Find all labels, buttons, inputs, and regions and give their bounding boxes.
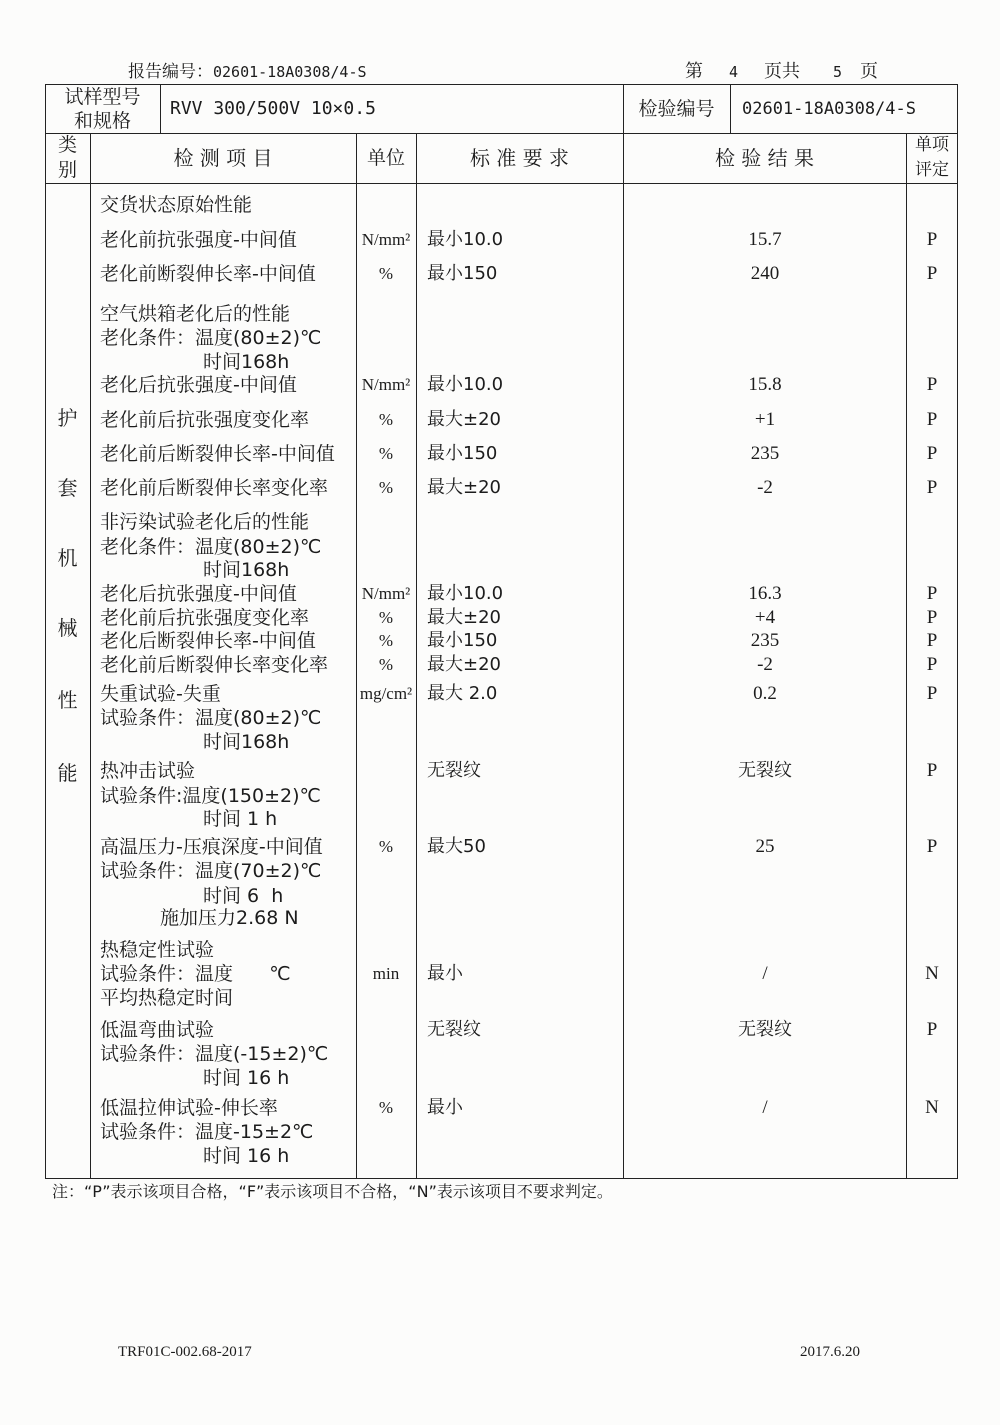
table-row xyxy=(0,535,1000,559)
test-condition: 时间168h xyxy=(203,731,290,753)
table-row xyxy=(0,859,1000,883)
table-row xyxy=(0,1120,1000,1144)
standard-cell: 最小10.0 xyxy=(427,229,504,250)
test-condition: 时间168h xyxy=(203,559,290,581)
verdict-cell: P xyxy=(926,409,938,430)
verdict-cell: N xyxy=(925,1097,939,1118)
standard-cell: 无裂纹 xyxy=(427,760,481,781)
result-cell: / xyxy=(762,1097,768,1118)
test-item: 老化前后抗张强度变化率 xyxy=(100,409,310,431)
column-verdict-line1: 单项 xyxy=(915,135,949,155)
test-condition: 试验条件：温度-15±2℃ xyxy=(100,1121,314,1143)
table-row xyxy=(0,1096,1000,1120)
table-row xyxy=(0,1066,1000,1090)
table-row xyxy=(0,629,1000,653)
table-row xyxy=(0,326,1000,350)
verdict-cell: P xyxy=(926,229,938,250)
standard-cell: 最小 xyxy=(427,1097,463,1118)
test-item: 低温拉伸试验-伸长率 xyxy=(100,1097,278,1119)
verdict-cell: P xyxy=(926,836,938,857)
standard-cell: 最大 2.0 xyxy=(427,683,498,704)
result-cell: 0.2 xyxy=(753,683,777,704)
table-row xyxy=(0,302,1000,326)
standard-cell: 最小150 xyxy=(427,630,498,651)
result-cell: 16.3 xyxy=(748,583,782,604)
table-border xyxy=(45,183,958,184)
form-code: TRF01C-002.68-2017 xyxy=(118,1344,252,1360)
test-condition: 施加压力2.68 N xyxy=(160,907,299,929)
page-current: 4 xyxy=(729,63,739,81)
unit-cell: % xyxy=(378,608,394,627)
standard-cell: 最大±20 xyxy=(427,477,501,498)
category-char: 性 xyxy=(57,688,78,712)
unit-cell: % xyxy=(378,444,394,463)
result-cell: 235 xyxy=(750,630,780,651)
test-item: 低温弯曲试验 xyxy=(100,1019,215,1041)
table-row xyxy=(0,442,1000,466)
test-condition: 试验条件：温度(-15±2)℃ xyxy=(100,1043,329,1065)
standard-cell: 最大50 xyxy=(427,836,486,857)
unit-cell: min xyxy=(372,964,400,983)
unit-cell: N/mm² xyxy=(361,230,411,249)
verdict-cell: P xyxy=(926,760,938,781)
test-group-title: 交货状态原始性能 xyxy=(100,194,253,216)
table-row xyxy=(0,606,1000,630)
table-row xyxy=(0,193,1000,217)
column-unit: 单位 xyxy=(366,147,405,169)
test-item: 老化前后断裂伸长率变化率 xyxy=(100,477,329,499)
standard-cell: 最小150 xyxy=(427,263,498,284)
table-row xyxy=(0,884,1000,908)
test-condition: 试验条件：温度(70±2)℃ xyxy=(100,860,322,882)
standard-cell: 最小 xyxy=(427,963,463,984)
unit-cell: % xyxy=(378,631,394,650)
test-condition: 试验条件：温度 ℃ xyxy=(100,963,291,985)
page-suffix: 页 xyxy=(860,61,878,82)
table-row xyxy=(0,558,1000,582)
result-cell: 无裂纹 xyxy=(738,760,792,781)
result-cell: 25 xyxy=(755,836,775,857)
page-prefix: 第 xyxy=(685,61,703,82)
standard-cell: 最小150 xyxy=(427,443,498,464)
verdict-cell: P xyxy=(926,654,938,675)
test-condition: 试验条件：温度(80±2)℃ xyxy=(100,707,322,729)
table-border-bottom xyxy=(45,1178,958,1179)
test-condition: 老化条件：温度(80±2)℃ xyxy=(100,536,322,558)
result-cell: 15.8 xyxy=(748,374,782,395)
unit-cell: mg/cm² xyxy=(359,684,413,703)
category-char: 护 xyxy=(57,406,78,430)
test-item: 老化前后断裂伸长率变化率 xyxy=(100,654,329,676)
standard-cell: 无裂纹 xyxy=(427,1019,481,1040)
column-result: 检 验 结 果 xyxy=(714,146,815,170)
test-condition: 时间168h xyxy=(203,351,290,373)
test-group-title: 空气烘箱老化后的性能 xyxy=(100,303,291,325)
column-item: 检 测 项 目 xyxy=(173,146,273,170)
verdict-cell: P xyxy=(926,374,938,395)
table-row xyxy=(0,1018,1000,1042)
table-row xyxy=(0,986,1000,1010)
test-item: 老化前后抗张强度变化率 xyxy=(100,607,310,629)
inspection-no-label: 检验编号 xyxy=(638,98,715,120)
column-standard: 标 准 要 求 xyxy=(469,146,570,170)
test-item: 老化后断裂伸长率-中间值 xyxy=(100,630,316,652)
test-item: 老化前后断裂伸长率-中间值 xyxy=(100,443,335,465)
table-row xyxy=(0,938,1000,962)
test-item: 热冲击试验 xyxy=(100,760,196,782)
test-condition: 时间 16 h xyxy=(203,1067,290,1089)
column-category-line2: 别 xyxy=(57,159,77,181)
category-char: 能 xyxy=(57,761,78,785)
model-label-line2: 和规格 xyxy=(73,110,131,132)
verdict-cell: N xyxy=(925,963,939,984)
result-cell: / xyxy=(762,963,768,984)
unit-cell: N/mm² xyxy=(361,584,411,603)
page-mid: 页共 xyxy=(764,61,800,82)
verdict-cell: P xyxy=(926,1019,938,1040)
table-row xyxy=(0,706,1000,730)
verdict-cell: P xyxy=(926,630,938,651)
table-row xyxy=(0,835,1000,859)
table-row xyxy=(0,1144,1000,1168)
unit-cell: N/mm² xyxy=(361,375,411,394)
verdict-cell: P xyxy=(926,443,938,464)
table-row xyxy=(0,510,1000,534)
standard-cell: 最大±20 xyxy=(427,654,501,675)
table-row xyxy=(0,1042,1000,1066)
table-row xyxy=(0,262,1000,286)
unit-cell: % xyxy=(378,837,394,856)
test-item: 高温压力-压痕深度-中间值 xyxy=(100,836,323,858)
test-item: 老化前抗张强度-中间值 xyxy=(100,229,297,251)
report-number-label: 报告编号： xyxy=(128,62,213,82)
table-row xyxy=(0,730,1000,754)
unit-cell: % xyxy=(378,478,394,497)
test-item: 老化后抗张强度-中间值 xyxy=(100,374,297,396)
result-cell: 240 xyxy=(750,263,780,284)
inspection-no-value: 02601-18A0308/4-S xyxy=(742,99,916,119)
table-row xyxy=(0,784,1000,808)
test-item: 老化前断裂伸长率-中间值 xyxy=(100,263,316,285)
table-border-top xyxy=(45,84,958,85)
model-value: RVV 300/500V 10×0.5 xyxy=(170,98,376,119)
standard-cell: 最小10.0 xyxy=(427,374,504,395)
table-row xyxy=(0,906,1000,930)
table-row xyxy=(0,228,1000,252)
result-cell: 235 xyxy=(750,443,780,464)
report-number-value: 02601-18A0308/4-S xyxy=(213,63,367,81)
category-char: 套 xyxy=(57,476,78,500)
unit-cell: % xyxy=(378,410,394,429)
unit-cell: % xyxy=(378,1098,394,1117)
category-char: 械 xyxy=(57,616,78,640)
report-number xyxy=(128,60,367,84)
table-row xyxy=(0,582,1000,606)
table-border xyxy=(160,84,161,133)
table-border xyxy=(45,133,958,134)
test-condition: 时间 16 h xyxy=(203,1145,290,1167)
column-category-line1: 类 xyxy=(57,134,77,156)
test-condition: 平均热稳定时间 xyxy=(100,987,234,1009)
test-item: 热稳定性试验 xyxy=(100,939,215,961)
verdict-cell: P xyxy=(926,683,938,704)
table-row xyxy=(0,373,1000,397)
test-item: 失重试验-失重 xyxy=(100,683,221,705)
table-row xyxy=(0,962,1000,986)
verdict-cell: P xyxy=(926,583,938,604)
test-item: 老化后抗张强度-中间值 xyxy=(100,583,297,605)
result-cell: -2 xyxy=(757,654,773,675)
unit-cell: % xyxy=(378,655,394,674)
result-cell: 无裂纹 xyxy=(738,1019,792,1040)
issue-date: 2017.6.20 xyxy=(800,1344,860,1360)
table-row xyxy=(0,476,1000,500)
result-cell: +4 xyxy=(754,607,776,628)
category-char: 机 xyxy=(57,546,78,570)
test-condition: 试验条件:温度(150±2)℃ xyxy=(100,785,321,807)
table-row xyxy=(0,807,1000,831)
model-label-line1: 试样型号 xyxy=(64,86,141,108)
table-row xyxy=(0,653,1000,677)
verdict-cell: P xyxy=(926,263,938,284)
page-total: 5 xyxy=(833,63,843,81)
table-row xyxy=(0,408,1000,432)
standard-cell: 最小10.0 xyxy=(427,583,504,604)
table-row xyxy=(0,682,1000,706)
unit-cell: % xyxy=(378,264,394,283)
result-cell: 15.7 xyxy=(748,229,782,250)
test-condition: 时间 6 h xyxy=(203,885,284,907)
verdict-cell: P xyxy=(926,477,938,498)
table-border xyxy=(730,84,731,133)
table-row xyxy=(0,759,1000,783)
result-cell: +1 xyxy=(754,409,776,430)
standard-cell: 最大±20 xyxy=(427,607,501,628)
test-group-title: 非污染试验老化后的性能 xyxy=(100,511,310,533)
column-verdict-line2: 评定 xyxy=(915,160,949,180)
verdict-cell: P xyxy=(926,607,938,628)
table-row xyxy=(0,350,1000,374)
result-cell: -2 xyxy=(757,477,773,498)
standard-cell: 最大±20 xyxy=(427,409,501,430)
test-condition: 时间 1 h xyxy=(203,808,278,830)
footnote: 注：“P”表示该项目合格，“F”表示该项目不合格，“N”表示该项目不要求判定。 xyxy=(52,1182,613,1201)
test-condition: 老化条件：温度(80±2)℃ xyxy=(100,327,322,349)
